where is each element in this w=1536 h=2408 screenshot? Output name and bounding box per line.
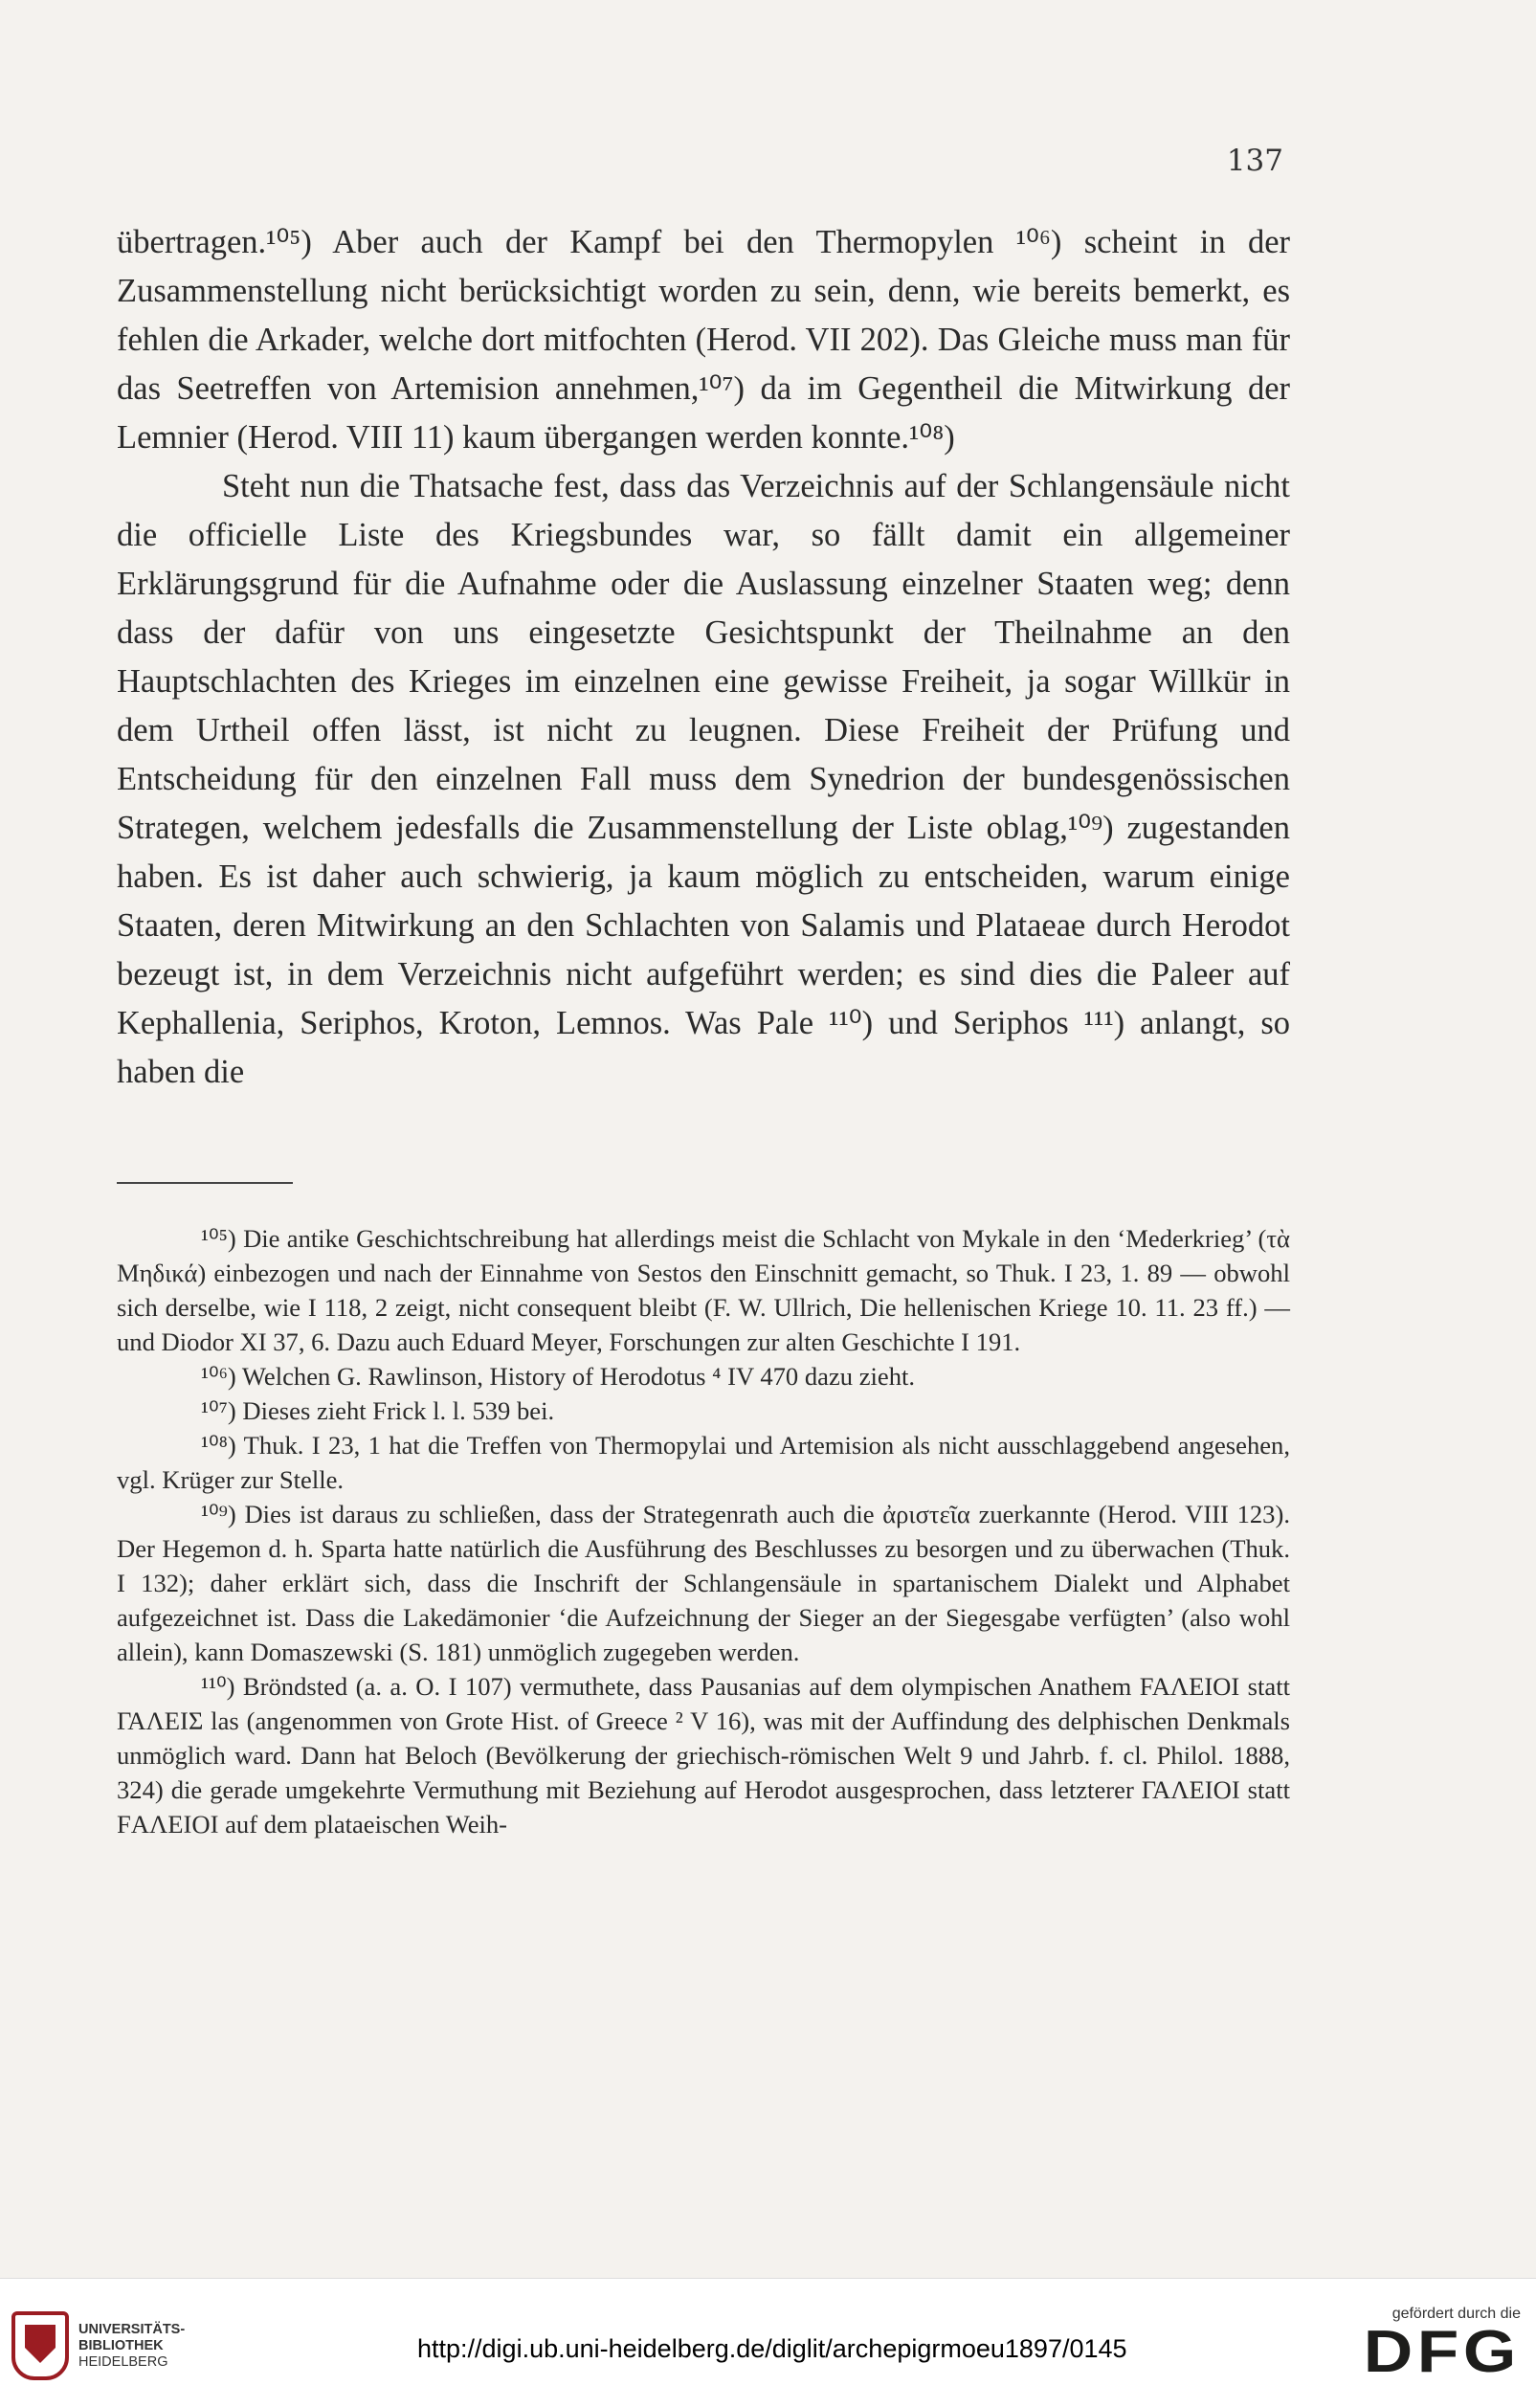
permalink-url[interactable]: http://digi.ub.uni-heidelberg.de/diglit/archepigrmoeu1897/0145	[417, 2334, 1127, 2363]
footnote-108: ¹⁰⁸) Thuk. I 23, 1 hat die Treffen von Thermopylai und Artemision als nicht ausschlaggebend angesehen, vgl. Krüger zur Stelle.	[117, 1431, 1290, 1494]
footnote-109: ¹⁰⁹) Dies ist daraus zu schließen, dass der Strategenrath auch die ἀριστεῖα zuerkannte (Herod. VIII 123). Der Hegemon d. h. Sparta hatte natürlich die Ausführung des Beschlusses zu besorgen und zu überwachen (Thuk. I 132); daher erklärt sich, dass die Inschrift der Schlangensäule in spartanischem Dialekt und Alphabet aufgezeichnet ist. Dass die Lakedämonier ‘die Aufzeichnung der Sieger an der Siegesgabe verfügten’ (also wohl allein), kann Domaszewski (S. 181) unmöglich zugegeben werden.	[117, 1500, 1290, 1666]
funder-credit	[1329, 2306, 1521, 2385]
library-name: UNIVERSITÄTS- BIBLIOTHEK HEIDELBERG	[78, 2321, 186, 2370]
footnote-105: ¹⁰⁵) Die antike Geschichtschreibung hat allerdings meist die Schlacht von Mykale in den ‘Mederkrieg’ (τὰ Μηδικά) einbezogen und nach der Einnahme von Sestos den Einschnitt gemacht, so Thuk. I 23, 1. 89 — obwohl sich derselbe, wie I 118, 2 zeigt, nicht consequent bleibt (F. W. Ullrich, Die hellenischen Kriege 10. 11. 23 ff.) — und Diodor XI 37, 6. Dazu auch Eduard Meyer, Forschungen zur alten Geschichte I 191.	[117, 1224, 1290, 1356]
paragraph: Steht nun die Thatsache fest, dass das Verzeichnis auf der Schlangensäule nicht die officielle Liste des Kriegsbundes war, so fällt damit ein allgemeiner Erklärungsgrund für die Aufnahme oder die Auslassung einzelner Staaten weg; denn dass der dafür von uns eingesetzte Gesichtspunkt der Theilnahme an den Hauptschlachten des Krieges im einzelnen eine gewisse Freiheit, ja sogar Willkür in dem Urtheil offen lässt, ist nicht zu leugnen. Diese Freiheit der Prüfung und Entscheidung für den einzelnen Fall muss dem Synedrion der bundesgenössischen Strategen, welchem jedesfalls die Zusammenstellung der Liste oblag,¹⁰⁹) zugestanden haben. Es ist daher auch schwierig, ja kaum möglich zu entscheiden, warum einige Staaten, deren Mitwirkung an den Schlachten von Salamis und Plataeae durch Herodot bezeugt ist, in dem Verzeichnis nicht aufgeführt werden; es sind dies die Paleer auf Kephallenia, Seriphos, Kroton, Lemnos. Was Pale ¹¹⁰) und Seriphos ¹¹¹) anlangt, so haben die	[117, 468, 1290, 1090]
footnote-107: ¹⁰⁷) Dieses zieht Frick l. l. 539 bei.	[201, 1396, 555, 1425]
main-text	[117, 218, 1290, 1097]
page-number: 137	[1226, 144, 1283, 178]
library-logo[interactable]	[11, 2311, 185, 2380]
funder-caption: gefördert durch die	[1391, 2306, 1521, 2322]
footnotes	[117, 1221, 1290, 1841]
footnote-divider	[117, 1182, 293, 1184]
university-seal-icon	[11, 2311, 69, 2380]
footnote-106: ¹⁰⁶) Welchen G. Rawlinson, History of Herodotus ⁴ IV 470 dazu zieht.	[201, 1362, 916, 1391]
viewer-footer	[0, 2278, 1536, 2408]
paragraph: übertragen.¹⁰⁵) Aber auch der Kampf bei den Thermopylen ¹⁰⁶) scheint in der Zusammenstellung nicht berücksichtigt worden zu sein, denn, wie bereits bemerkt, es fehlen die Arkader, welche dort mitfochten (Herod. VII 202). Das Gleiche muss man für das Seetreffen von Artemision annehmen,¹⁰⁷) da im Gegentheil die Mitwirkung der Lemnier (Herod. VIII 11) kaum übergangen werden konnte.¹⁰⁸)	[117, 224, 1290, 456]
dfg-logo[interactable]: DFG	[1363, 2319, 1521, 2385]
footnote-110: ¹¹⁰) Bröndsted (a. a. O. I 107) vermuthete, dass Pausanias auf dem olympischen Anathem FAΛEIOI statt ΓΑΛΕΙΣ las (angenommen von Grote Hist. of Greece ² V 16), was mit der Auffindung des delphischen Denkmals unmöglich ward. Dann hat Beloch (Bevölkerung der griechisch-römischen Welt 9 und Jahrb. f. cl. Philol. 1888, 324) die gerade umgekehrte Vermuthung mit Beziehung auf Herodot ausgesprochen, dass letzterer ΓΑΛΕΙΟΙ statt FΑΛΕΙΟΙ auf dem plataeischen Weih-	[117, 1672, 1290, 1839]
